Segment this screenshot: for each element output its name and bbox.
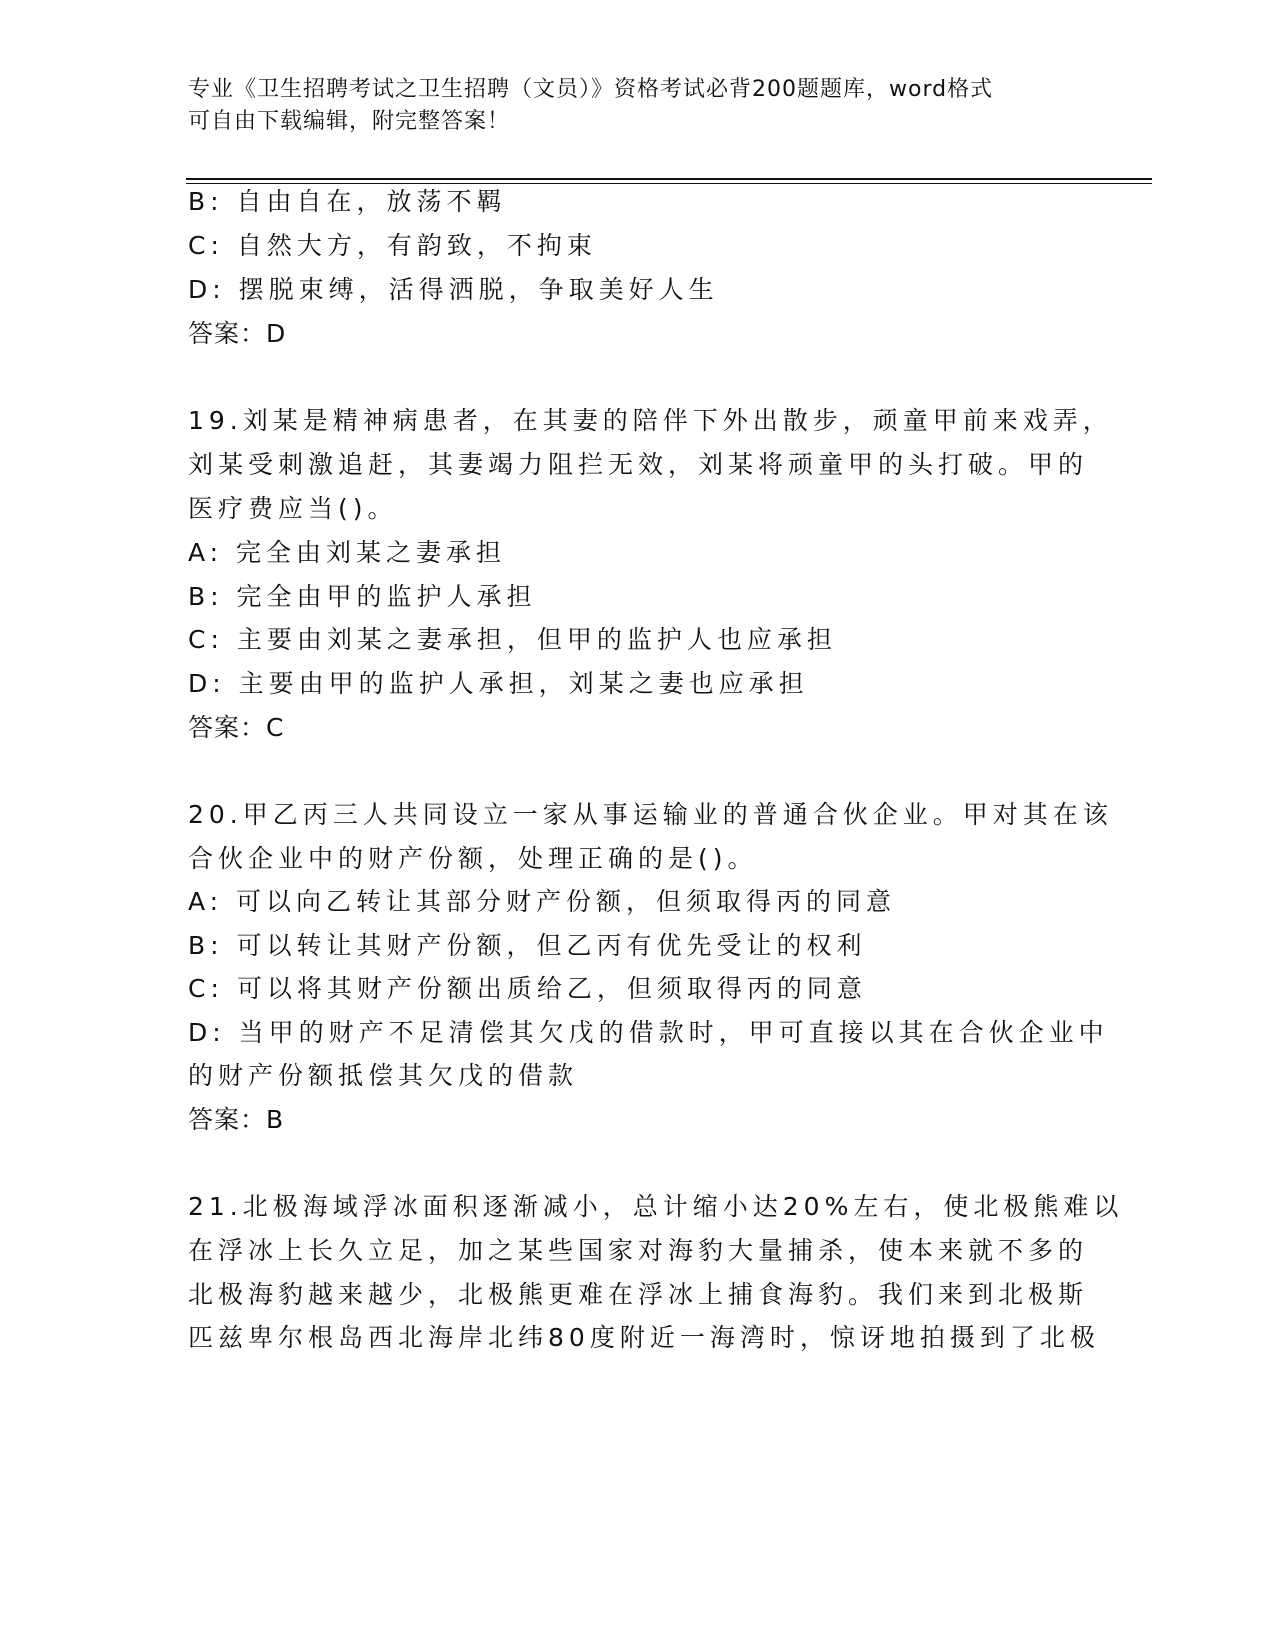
q19-stem-line-1: 19.刘某是精神病患者，在其妻的陪伴下外出散步，顽童甲前来戏弄， <box>188 406 1113 435</box>
q19-option-c: C: 主要由刘某之妻承担，但甲的监护人也应承担 <box>188 625 837 654</box>
q20-option-b: B: 可以转让其财产份额，但乙丙有优先受让的权利 <box>188 931 867 960</box>
q19-option-b: B: 完全由甲的监护人承担 <box>188 582 537 611</box>
header-rule-thick <box>186 178 1152 180</box>
q19-stem-line-3: 医疗费应当()。 <box>188 494 398 523</box>
q18-option-b: B: 自由自在，放荡不羁 <box>188 187 507 216</box>
q20-option-d-line-2: 的财产份额抵偿其欠戊的借款 <box>188 1061 579 1090</box>
page-header <box>188 74 1068 138</box>
q18-answer: 答案：D <box>188 319 287 348</box>
q18-option-c: C: 自然大方，有韵致，不拘束 <box>188 231 597 260</box>
header-title-line-1: 专业《卫生招聘考试之卫生招聘（文员）》资格考试必背200题题库，word格式 <box>188 77 994 102</box>
q21-stem-line-3: 北极海豹越来越少，北极熊更难在浮冰上捕食海豹。我们来到北极斯 <box>188 1280 1089 1309</box>
q21-stem-line-4: 匹兹卑尔根岛西北海岸北纬80度附近一海湾时，惊讶地拍摄到了北极 <box>188 1323 1100 1352</box>
q20-option-d-line-1: D: 当甲的财产不足清偿其欠戊的借款时，甲可直接以其在合伙企业中 <box>188 1018 1109 1047</box>
q18-option-d: D: 摆脱束缚，活得洒脱，争取美好人生 <box>188 275 719 304</box>
q20-answer: 答案：B <box>188 1105 285 1134</box>
q20-option-c: C: 可以将其财产份额出质给乙，但须取得丙的同意 <box>188 974 867 1003</box>
q19-answer: 答案：C <box>188 713 285 742</box>
q19-option-d: D: 主要由甲的监护人承担，刘某之妻也应承担 <box>188 669 809 698</box>
q19-stem-line-2: 刘某受刺激追赶，其妻竭力阻拦无效，刘某将顽童甲的头打破。甲的 <box>188 450 1089 479</box>
q20-option-a: A: 可以向乙转让其部分财产份额，但须取得丙的同意 <box>188 887 897 916</box>
q21-stem-line-1: 21.北极海域浮冰面积逐渐减小，总计缩小达20%左右，使北极熊难以 <box>188 1192 1124 1221</box>
q20-stem-line-2: 合伙企业中的财产份额，处理正确的是()。 <box>188 844 758 873</box>
q20-stem-line-1: 20.甲乙丙三人共同设立一家从事运输业的普通合伙企业。甲对其在该 <box>188 800 1113 829</box>
q21-stem-line-2: 在浮冰上长久立足，加之某些国家对海豹大量捕杀，使本来就不多的 <box>188 1236 1089 1265</box>
q19-option-a: A: 完全由刘某之妻承担 <box>188 538 507 567</box>
header-title-line-2: 可自由下载编辑，附完整答案！ <box>188 109 511 134</box>
